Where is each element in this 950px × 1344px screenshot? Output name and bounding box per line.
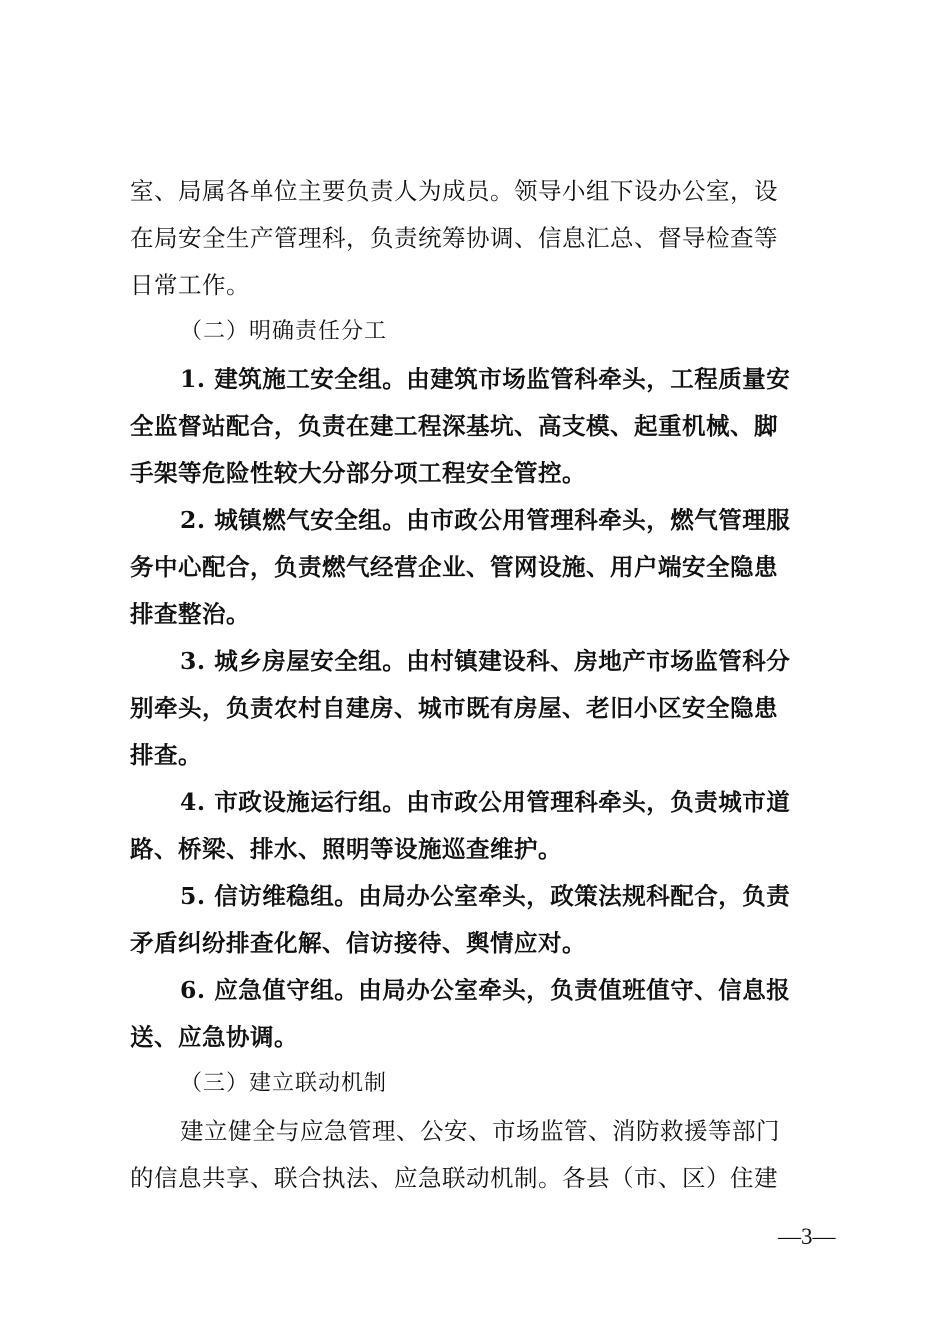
list-item-5-line: 5. 信访维稳组。由局办公室牵头，政策法规科配合，负责 (180, 882, 791, 910)
list-item-2-line: 2. 城镇燃气安全组。由市政公用管理科牵头，燃气管理服 (180, 506, 791, 534)
section-heading: （二）明确责任分工 (180, 319, 388, 344)
page-number: —3— (778, 1224, 836, 1249)
list-item-5-line: 矛盾纠纷排查化解、信访接待、舆情应对。 (130, 929, 586, 957)
body-text-line: 在局安全生产管理科，负责统筹协调、信息汇总、督导检查等 (130, 224, 778, 252)
list-item-1-line: 手架等危险性较大分部分项工程安全管控。 (130, 459, 586, 487)
list-item-1-line: 1. 建筑施工安全组。由建筑市场监管科牵头，工程质量安 (180, 365, 791, 393)
list-item-4-line: 路、桥梁、排水、照明等设施巡查维护。 (130, 835, 562, 863)
list-item-6-line: 6. 应急值守组。由局办公室牵头，负责值班值守、信息报 (180, 976, 791, 1004)
list-item-3-line: 排查。 (130, 741, 202, 769)
list-item-1-line: 全监督站配合，负责在建工程深基坑、高支模、起重机械、脚 (130, 412, 778, 440)
section-heading: （三）建立联动机制 (180, 1071, 388, 1096)
list-item-4-line: 4. 市政设施运行组。由市政公用管理科牵头，负责城市道 (180, 788, 791, 816)
body-text-line: 室、局属各单位主要负责人为成员。领导小组下设办公室，设 (130, 177, 778, 205)
body-text-line: 日常工作。 (130, 271, 250, 299)
list-item-2-line: 务中心配合，负责燃气经营企业、管网设施、用户端安全隐患 (130, 553, 778, 581)
body-text-line: 建立健全与应急管理、公安、市场监管、消防救援等部门 (180, 1117, 780, 1145)
list-item-3-line: 3. 城乡房屋安全组。由村镇建设科、房地产市场监管科分 (180, 647, 791, 675)
list-item-6-line: 送、应急协调。 (130, 1023, 298, 1051)
body-text-line: 的信息共享、联合执法、应急联动机制。各县（市、区）住建 (130, 1164, 778, 1192)
list-item-3-line: 别牵头，负责农村自建房、城市既有房屋、老旧小区安全隐患 (130, 694, 778, 722)
list-item-2-line: 排查整治。 (130, 600, 250, 628)
